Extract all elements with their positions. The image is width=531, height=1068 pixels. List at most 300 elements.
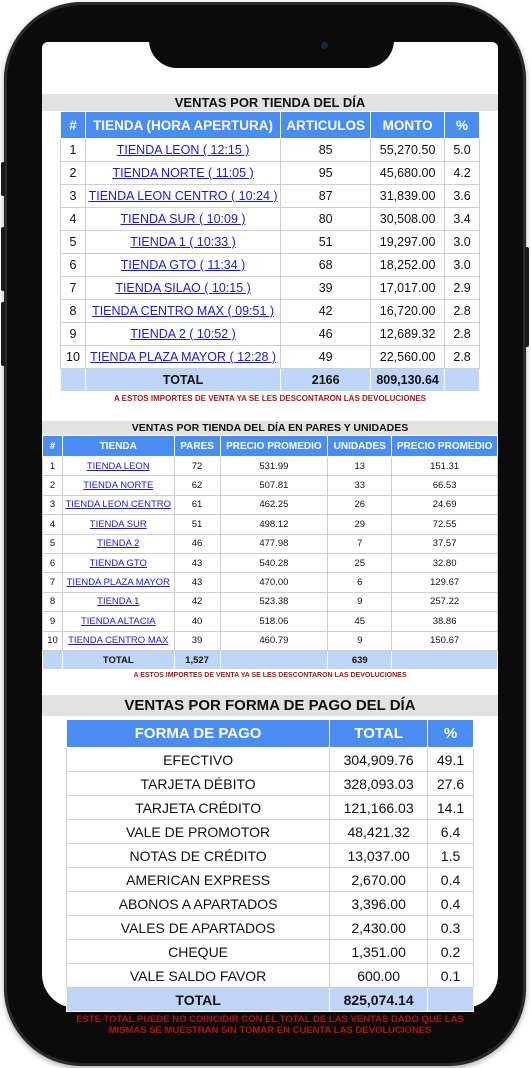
row-payment-method-cell	[67, 772, 330, 796]
row-number: 10	[47, 635, 58, 647]
row-amount-cell	[371, 277, 445, 300]
col-items: ARTICULOS	[281, 112, 371, 139]
row-percent: 2.8	[453, 350, 471, 364]
row-avg-price-pairs-cell	[220, 495, 328, 514]
row-total: 600.00	[357, 967, 401, 984]
row-avg-price-pairs: 477.98	[259, 538, 289, 550]
table-row	[43, 592, 498, 611]
row-pairs: 61	[191, 499, 203, 511]
table-row	[61, 231, 480, 254]
volume-down-button	[1, 302, 5, 366]
row-payment-method-cell	[67, 820, 330, 844]
store-link-cell	[85, 208, 280, 231]
row-items-cell	[281, 254, 371, 277]
store-link[interactable]: TIENDA NORTE ( 11:05 )	[112, 166, 254, 180]
store-link-cell	[62, 476, 174, 495]
row-avg-price-units-cell	[392, 631, 498, 650]
row-units-cell	[328, 495, 392, 514]
payment-total-row	[67, 988, 474, 1012]
store-link-cell	[85, 254, 280, 277]
table-row	[43, 553, 498, 572]
row-amount-cell	[371, 231, 445, 254]
row-number-cell	[43, 612, 63, 631]
row-payment-method: TARJETA DÉBITO	[140, 775, 256, 792]
row-items: 49	[318, 350, 333, 364]
sales-by-store-section	[42, 94, 498, 403]
row-amount: 12,689.32	[379, 327, 436, 341]
row-items: 85	[318, 143, 333, 157]
row-items: 39	[318, 281, 333, 295]
store-link[interactable]: TIENDA LEON CENTRO	[65, 499, 172, 511]
row-avg-price-units-cell	[392, 495, 498, 514]
row-number-cell	[43, 573, 63, 592]
row-percent: 49.1	[436, 751, 465, 768]
row-payment-method: NOTAS DE CRÉDITO	[129, 847, 267, 864]
row-items-cell	[281, 346, 371, 369]
row-payment-method: CHEQUE	[168, 943, 229, 960]
col-number: #	[43, 436, 63, 457]
row-payment-method: TARJETA CRÉDITO	[135, 799, 262, 816]
phone-notch	[149, 16, 394, 68]
payment-note-line-1: ESTE TOTAL PUEDE NO COINCIDIR CON EL TOTAL DE LAS VENTAS DADO QUE LAS	[76, 1014, 464, 1026]
row-number-cell	[43, 592, 63, 611]
row-percent-cell	[445, 231, 480, 254]
row-units-cell	[328, 534, 392, 553]
store-link[interactable]: TIENDA ALTACIA	[80, 615, 156, 627]
row-percent-cell	[428, 868, 474, 892]
payment-section	[42, 695, 498, 1036]
row-percent: 4.2	[453, 166, 471, 180]
row-avg-price-units: 66.53	[432, 480, 457, 492]
table-row	[67, 868, 474, 892]
row-number-cell	[43, 631, 63, 650]
table-row	[67, 964, 474, 988]
row-percent: 14.1	[436, 799, 465, 816]
row-number-cell	[43, 553, 63, 572]
total-items: 2166	[281, 369, 371, 392]
store-link[interactable]: TIENDA LEON	[86, 460, 150, 472]
row-number: 10	[66, 350, 80, 364]
row-items: 68	[318, 258, 333, 272]
row-pairs: 62	[191, 480, 203, 492]
store-link[interactable]: TIENDA LEON CENTRO ( 10:24 )	[88, 189, 278, 203]
payment-table	[66, 719, 474, 1012]
table-row	[67, 796, 474, 820]
col-number: #	[61, 112, 86, 139]
row-percent-cell	[445, 346, 480, 369]
row-avg-price-units: 150.67	[430, 635, 460, 647]
store-link[interactable]: TIENDA PLAZA MAYOR	[66, 577, 170, 589]
table-row	[67, 820, 474, 844]
store-link-cell	[85, 185, 280, 208]
col-avg-price-units: PRECIO PROMEDIO	[392, 436, 498, 457]
row-amount: 30,508.00	[379, 212, 436, 226]
phone-screen	[42, 42, 498, 1037]
table-row	[67, 844, 474, 868]
row-payment-method-cell	[67, 940, 330, 964]
row-number: 7	[69, 281, 77, 295]
table-row	[61, 346, 480, 369]
col-store: TIENDA (HORA APERTURA)	[85, 112, 280, 139]
table-row	[67, 748, 474, 772]
table-row	[61, 323, 480, 346]
row-amount: 45,680.00	[379, 166, 436, 180]
row-percent: 6.4	[440, 823, 461, 840]
row-avg-price-pairs: 470.00	[259, 577, 289, 589]
payment-note-line-2: MISMAS SE MUESTRAN SIN TOMAR EN CUENTA LAS DEVOLUCIONES	[108, 1025, 432, 1037]
row-number-cell	[43, 534, 63, 553]
store-link[interactable]: TIENDA 1	[97, 596, 140, 608]
row-units-cell	[328, 612, 392, 631]
row-amount: 22,560.00	[379, 350, 436, 364]
row-pairs-cell	[174, 612, 220, 631]
store-link[interactable]: TIENDA GTO	[89, 557, 147, 569]
row-pairs: 46	[191, 538, 203, 550]
row-percent-cell	[445, 254, 480, 277]
row-number: 8	[69, 304, 77, 318]
row-avg-price-units-cell	[392, 534, 498, 553]
row-avg-price-pairs-cell	[220, 592, 328, 611]
row-items: 46	[318, 327, 333, 341]
row-percent-cell	[428, 940, 474, 964]
row-total: 13,037.00	[347, 847, 410, 864]
row-avg-price-units: 257.22	[430, 596, 460, 608]
row-amount: 17,017.00	[379, 281, 436, 295]
row-number-cell	[61, 254, 86, 277]
row-items: 87	[318, 189, 333, 203]
store-link[interactable]: TIENDA CENTRO MAX ( 09:51 )	[92, 304, 275, 318]
row-total: 304,909.76	[343, 751, 414, 768]
store-link[interactable]: TIENDA 2	[97, 538, 140, 550]
total-pairs: 1,527	[174, 650, 220, 669]
row-units-cell	[328, 476, 392, 495]
row-number-cell	[61, 185, 86, 208]
store-link[interactable]: TIENDA SILAO ( 10:15 )	[115, 281, 251, 295]
total-amount: 809,130.64	[371, 369, 445, 392]
total-empty-cell	[61, 369, 86, 392]
row-units: 26	[354, 499, 366, 511]
row-units-cell	[328, 592, 392, 611]
row-avg-price-pairs-cell	[220, 612, 328, 631]
table-row	[61, 277, 480, 300]
row-number-cell	[61, 300, 86, 323]
row-units: 13	[354, 460, 366, 472]
row-items-cell	[281, 162, 371, 185]
row-avg-price-pairs-cell	[220, 534, 328, 553]
row-units-cell	[328, 553, 392, 572]
payment-title: VENTAS POR FORMA DE PAGO DEL DÍA	[42, 695, 498, 716]
row-percent: 1.5	[440, 847, 461, 864]
row-percent-cell	[445, 208, 480, 231]
row-units-cell	[328, 515, 392, 534]
row-percent-cell	[428, 748, 474, 772]
row-items-cell	[281, 323, 371, 346]
row-units: 45	[354, 615, 366, 627]
row-percent-cell	[428, 772, 474, 796]
col-pairs: PARES	[174, 436, 220, 457]
table-row	[43, 631, 498, 650]
table-row	[43, 495, 498, 514]
row-number-cell	[61, 139, 86, 162]
store-link-cell	[85, 277, 280, 300]
table-row	[61, 185, 480, 208]
store-link-cell	[85, 162, 280, 185]
store-link[interactable]: TIENDA NORTE	[83, 480, 154, 492]
row-percent: 2.8	[453, 327, 471, 341]
row-payment-method-cell	[67, 844, 330, 868]
row-pairs-cell	[174, 534, 220, 553]
row-number-cell	[43, 457, 63, 476]
table-row	[43, 476, 498, 495]
row-percent-cell	[445, 277, 480, 300]
row-amount: 16,720.00	[379, 304, 436, 318]
row-pairs: 72	[191, 460, 203, 472]
row-units: 9	[357, 635, 363, 647]
table-row	[61, 254, 480, 277]
pairs-units-note: A ESTOS IMPORTES DE VENTA YA SE LES DESCONTARON LAS DEVOLUCIONES	[133, 672, 407, 680]
store-link-cell	[85, 139, 280, 162]
row-number: 5	[49, 538, 56, 550]
pairs-units-total-row	[43, 650, 498, 669]
row-percent: 3.6	[453, 189, 471, 203]
row-items-cell	[281, 139, 371, 162]
row-avg-price-units-cell	[392, 476, 498, 495]
row-avg-price-pairs-cell	[220, 573, 328, 592]
row-pairs-cell	[174, 631, 220, 650]
store-link[interactable]: TIENDA CENTRO MAX	[68, 635, 169, 647]
row-percent: 2.8	[453, 304, 471, 318]
row-percent-cell	[428, 820, 474, 844]
store-link[interactable]: TIENDA 1 ( 10:33 )	[130, 235, 236, 249]
row-payment-method: VALES DE APARTADOS	[120, 919, 276, 936]
row-avg-price-pairs: 523.38	[259, 596, 289, 608]
row-total-cell	[330, 892, 428, 916]
table-row	[43, 612, 498, 631]
store-link-cell	[85, 300, 280, 323]
row-percent: 27.6	[436, 775, 465, 792]
row-number: 9	[49, 615, 56, 627]
row-units: 7	[357, 538, 363, 550]
row-items: 80	[318, 212, 333, 226]
row-percent: 3.0	[453, 235, 471, 249]
row-units-cell	[328, 457, 392, 476]
row-number: 1	[49, 460, 56, 472]
row-total: 328,093.03	[343, 775, 414, 792]
total-label: TOTAL	[67, 988, 330, 1012]
row-number-cell	[61, 208, 86, 231]
row-avg-price-pairs-cell	[220, 553, 328, 572]
row-percent: 5.0	[453, 143, 471, 157]
row-items-cell	[281, 300, 371, 323]
row-percent: 0.1	[440, 967, 461, 984]
row-units-cell	[328, 573, 392, 592]
front-camera	[321, 42, 328, 49]
table-row	[67, 916, 474, 940]
store-link-cell	[85, 346, 280, 369]
row-amount: 31,839.00	[379, 189, 436, 203]
row-percent: 3.0	[453, 258, 471, 272]
pairs-units-table	[42, 435, 498, 670]
row-payment-method-cell	[67, 796, 330, 820]
total-amount: 825,074.14	[330, 988, 428, 1012]
store-link-cell	[62, 515, 174, 534]
row-pairs-cell	[174, 457, 220, 476]
row-units: 33	[354, 480, 366, 492]
row-percent: 0.4	[440, 895, 461, 912]
row-pairs: 51	[191, 518, 203, 530]
row-amount-cell	[371, 254, 445, 277]
col-amount: MONTO	[371, 112, 445, 139]
row-number: 3	[69, 189, 77, 203]
row-amount-cell	[371, 185, 445, 208]
row-payment-method-cell	[67, 868, 330, 892]
row-payment-method: VALE SALDO FAVOR	[129, 967, 267, 984]
total-pct-empty	[445, 369, 480, 392]
table-row	[67, 772, 474, 796]
row-items-cell	[281, 277, 371, 300]
row-units-cell	[328, 631, 392, 650]
row-avg-price-units: 38.86	[432, 615, 457, 627]
row-avg-price-pairs: 518.06	[259, 615, 289, 627]
phone-frame	[4, 2, 526, 1066]
row-units: 29	[354, 518, 366, 530]
row-total: 121,166.03	[343, 799, 414, 816]
row-percent-cell	[445, 300, 480, 323]
row-pairs-cell	[174, 515, 220, 534]
pairs-units-title: VENTAS POR TIENDA DEL DÍA EN PARES Y UNIDADES	[42, 421, 498, 435]
row-payment-method-cell	[67, 892, 330, 916]
store-link[interactable]: TIENDA SUR	[89, 518, 147, 530]
row-percent-cell	[445, 139, 480, 162]
col-units: UNIDADES	[328, 436, 392, 457]
store-link[interactable]: TIENDA PLAZA MAYOR ( 12:28 )	[90, 350, 277, 364]
row-number: 6	[69, 258, 77, 272]
report-content	[42, 94, 498, 1036]
row-pairs-cell	[174, 495, 220, 514]
table-row	[67, 892, 474, 916]
table-row	[43, 457, 498, 476]
row-avg-price-pairs-cell	[220, 515, 328, 534]
row-avg-price-units: 129.67	[430, 577, 460, 589]
table-row	[43, 573, 498, 592]
row-avg-price-pairs-cell	[220, 457, 328, 476]
store-link[interactable]: TIENDA 2 ( 10:52 )	[130, 327, 236, 341]
sales-by-store-note: A ESTOS IMPORTES DE VENTA YA SE LES DESCONTARON LAS DEVOLUCIONES	[113, 394, 427, 403]
table-row	[43, 534, 498, 553]
row-percent-cell	[445, 185, 480, 208]
row-avg-price-pairs: 460.79	[259, 635, 289, 647]
row-avg-price-pairs: 462.25	[259, 499, 289, 511]
row-amount-cell	[371, 208, 445, 231]
row-total-cell	[330, 964, 428, 988]
total-units: 639	[328, 650, 392, 669]
store-link[interactable]: TIENDA SUR ( 10:09 )	[120, 212, 246, 226]
row-amount: 18,252.00	[379, 258, 436, 272]
store-link-cell	[62, 534, 174, 553]
row-number: 2	[49, 480, 56, 492]
row-avg-price-pairs-cell	[220, 476, 328, 495]
row-total-cell	[330, 796, 428, 820]
store-link[interactable]: TIENDA GTO ( 11:34 )	[120, 258, 246, 272]
row-pairs-cell	[174, 592, 220, 611]
row-avg-price-units: 151.31	[430, 460, 460, 472]
row-avg-price-units: 24.69	[432, 499, 457, 511]
row-number: 4	[49, 518, 56, 530]
row-avg-price-units-cell	[392, 457, 498, 476]
total-label: TOTAL	[62, 650, 174, 669]
row-items: 42	[318, 304, 333, 318]
store-link-cell	[62, 573, 174, 592]
row-payment-method: EFECTIVO	[163, 751, 234, 768]
sales-by-store-total-row	[61, 369, 480, 392]
store-link-cell	[62, 495, 174, 514]
col-total: TOTAL	[330, 720, 428, 748]
row-total: 2,670.00	[351, 871, 406, 888]
row-percent: 2.9	[453, 281, 471, 295]
row-avg-price-pairs: 507.81	[259, 480, 289, 492]
payment-note	[42, 1014, 498, 1036]
col-store: TIENDA	[62, 436, 174, 457]
mute-switch	[1, 162, 5, 196]
row-payment-method: VALE DE PROMOTOR	[125, 823, 271, 840]
row-avg-price-units-cell	[392, 515, 498, 534]
row-number: 6	[49, 557, 56, 569]
row-units: 6	[357, 577, 363, 589]
row-percent: 3.4	[453, 212, 471, 226]
row-amount-cell	[371, 300, 445, 323]
row-total-cell	[330, 772, 428, 796]
row-percent: 0.2	[440, 943, 461, 960]
table-row	[61, 208, 480, 231]
row-total-cell	[330, 844, 428, 868]
table-row	[61, 162, 480, 185]
row-items-cell	[281, 185, 371, 208]
row-number: 1	[69, 143, 77, 157]
row-number: 5	[69, 235, 77, 249]
row-pairs: 40	[191, 615, 203, 627]
row-avg-price-units-cell	[392, 553, 498, 572]
store-link-cell	[62, 631, 174, 650]
row-percent-cell	[428, 844, 474, 868]
row-avg-price-pairs: 498.12	[259, 518, 289, 530]
row-number: 3	[49, 499, 56, 511]
row-total-cell	[330, 940, 428, 964]
row-amount-cell	[371, 139, 445, 162]
row-total: 3,396.00	[351, 895, 406, 912]
store-link-cell	[85, 323, 280, 346]
total-label: TOTAL	[85, 369, 280, 392]
row-payment-method-cell	[67, 964, 330, 988]
row-payment-method-cell	[67, 916, 330, 940]
row-items: 51	[318, 235, 333, 249]
row-avg-price-units-cell	[392, 592, 498, 611]
row-avg-price-pairs: 540.28	[259, 557, 289, 569]
row-total: 1,351.00	[351, 943, 406, 960]
store-link[interactable]: TIENDA LEON ( 12:15 )	[116, 143, 250, 157]
total-pct-empty	[428, 988, 474, 1012]
row-percent-cell	[428, 964, 474, 988]
col-avg-price-pairs: PRECIO PROMEDIO	[220, 436, 328, 457]
store-link-cell	[62, 457, 174, 476]
row-avg-price-pairs: 531.99	[259, 460, 289, 472]
row-number-cell	[61, 346, 86, 369]
row-total-cell	[330, 916, 428, 940]
store-link-cell	[62, 592, 174, 611]
total-avg1-empty	[220, 650, 328, 669]
row-pairs: 43	[191, 577, 203, 589]
row-number-cell	[61, 231, 86, 254]
total-empty-cell	[43, 650, 63, 669]
